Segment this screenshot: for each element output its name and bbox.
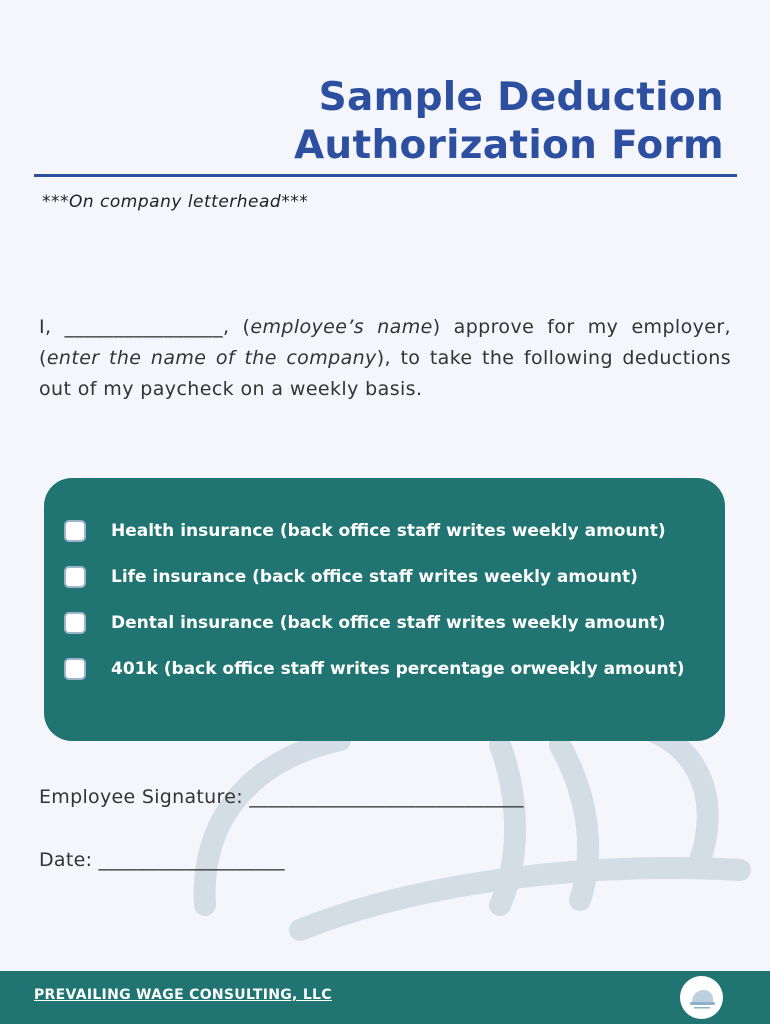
statement-suffix: ), to take the following deductions out of my paycheck on a weekly basis. <box>39 347 731 400</box>
deduction-options-card <box>44 478 725 741</box>
authorization-statement <box>39 312 731 405</box>
employee-name-blank[interactable]: ________________ <box>64 316 223 338</box>
employee-name-placeholder: employee’s name <box>250 316 433 338</box>
life-insurance-checkbox[interactable] <box>64 566 86 588</box>
401k-checkbox[interactable] <box>64 658 86 680</box>
page-title <box>294 74 724 170</box>
title-divider <box>34 174 737 177</box>
letterhead-note: ***On company letterhead*** <box>42 192 309 212</box>
option-label: 401k (back office staff writes percentage orweekly amount) <box>111 659 685 679</box>
company-link[interactable]: PREVAILING WAGE CONSULTING, LLC <box>34 987 332 1003</box>
option-label: Dental insurance (back office staff writes weekly amount) <box>111 613 666 633</box>
company-name-placeholder: enter the name of the company <box>46 347 377 369</box>
option-label: Health insurance (back office staff writes weekly amount) <box>111 521 666 541</box>
option-label: Life insurance (back office staff writes weekly amount) <box>111 567 638 587</box>
title-line-1: Sample Deduction <box>318 75 724 120</box>
statement-after-blank: , ( <box>222 316 251 338</box>
statement-prefix: I, <box>39 316 65 338</box>
date-field[interactable]: Date: ___________________ <box>39 849 285 871</box>
hard-hat-logo-icon <box>680 976 723 1019</box>
statement-middle: ) approve for my employer, ( <box>39 316 731 369</box>
health-insurance-checkbox[interactable] <box>64 520 86 542</box>
title-line-2: Authorization Form <box>293 123 724 168</box>
employee-signature-field[interactable]: Employee Signature: ____________________________ <box>39 786 524 808</box>
footer-bar <box>0 971 770 1024</box>
dental-insurance-checkbox[interactable] <box>64 612 86 634</box>
